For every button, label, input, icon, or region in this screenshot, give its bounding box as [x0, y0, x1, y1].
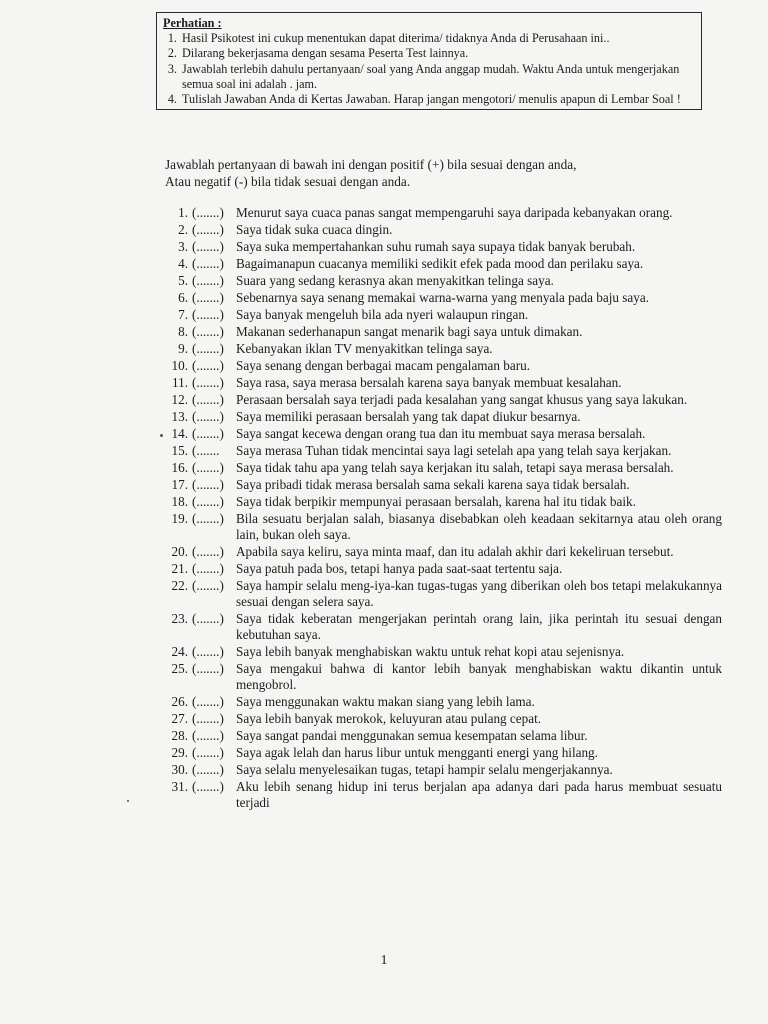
question-number: 16. [171, 460, 188, 475]
question-list [158, 205, 722, 812]
question-number: 7. [178, 307, 188, 322]
question-number: 14. [171, 426, 188, 441]
question-text: Apabila saya keliru, saya minta maaf, dan itu adalah akhir dari kekeliruan tersebut. [236, 544, 674, 559]
question-item [158, 561, 722, 577]
page-number: 1 [380, 953, 388, 968]
question-text: Menurut saya cuaca panas sangat mempengaruhi saya daripada kebanyakan orang. [236, 205, 673, 220]
question-item [158, 578, 722, 610]
question-number: 30. [171, 762, 188, 777]
question-item [158, 544, 722, 560]
question-number: 29. [171, 745, 188, 760]
question-item [158, 392, 722, 408]
question-item [158, 644, 722, 660]
answer-blank: (.......) [192, 460, 224, 475]
answer-blank: (.......) [192, 779, 224, 794]
answer-blank: (.......) [192, 544, 224, 559]
answer-blank: (.......) [192, 358, 224, 373]
notice-list [163, 31, 695, 107]
question-text: Saya sangat kecewa dengan orang tua dan itu membuat saya merasa bersalah. [236, 426, 646, 441]
question-text: Saya suka mempertahankan suhu rumah saya supaya tidak banyak berubah. [236, 239, 636, 254]
question-text: Saya sangat pandai menggunakan semua kesempatan selama libur. [236, 728, 588, 743]
question-text: Saya lebih banyak merokok, keluyuran atau pulang cepat. [236, 711, 542, 726]
notice-title: Perhatian : [163, 16, 222, 30]
question-item [158, 477, 722, 493]
answer-blank: (.......) [192, 611, 224, 626]
question-text: Saya tidak suka cuaca dingin. [236, 222, 393, 237]
question-text: Saya selalu menyelesaikan tugas, tetapi hampir selalu mengerjakannya. [236, 762, 613, 777]
question-number: 21. [171, 561, 188, 576]
answer-blank: (.......) [192, 728, 224, 743]
question-number: 24. [171, 644, 188, 659]
scan-speck [160, 434, 163, 437]
question-item [158, 358, 722, 374]
question-number: 28. [171, 728, 188, 743]
question-text: Suara yang sedang kerasnya akan menyakitkan telinga saya. [236, 273, 554, 288]
question-text: Bila sesuatu berjalan salah, biasanya disebabkan oleh keadaan sekitarnya atau oleh orang lain, bukan oleh saya. [236, 511, 722, 542]
question-text: Saya menggunakan waktu makan siang yang lebih lama. [236, 694, 535, 709]
question-number: 11. [172, 375, 188, 390]
question-item [158, 324, 722, 340]
question-number: 3. [178, 239, 188, 254]
question-number: 27. [171, 711, 188, 726]
question-item [158, 273, 722, 289]
answer-blank: (.......) [192, 477, 224, 492]
answer-blank: (.......) [192, 205, 224, 220]
question-text: Makanan sederhanapun sangat menarik bagi saya untuk dimakan. [236, 324, 583, 339]
instructions-line: Atau negatif (-) bila tidak sesuai dengan anda. [165, 174, 411, 189]
question-text: Sebenarnya saya senang memakai warna-warna yang menyala pada baju saya. [236, 290, 650, 305]
answer-blank: (.......) [192, 661, 224, 676]
question-item [158, 728, 722, 744]
question-number: 10. [171, 358, 188, 373]
question-text: Saya patuh pada bos, tetapi hanya pada saat-saat tertentu saja. [236, 561, 563, 576]
question-text: Bagaimanapun cuacanya memiliki sedikit efek pada mood dan perilaku saya. [236, 256, 644, 271]
question-text: Kebanyakan iklan TV menyakitkan telinga saya. [236, 341, 493, 356]
answer-blank: (.......) [192, 578, 224, 593]
question-number: 13. [171, 409, 188, 424]
answer-blank: (.......) [192, 426, 224, 441]
question-number: 1. [178, 205, 188, 220]
question-item [158, 409, 722, 425]
question-item [158, 222, 722, 238]
question-item [158, 745, 722, 761]
scan-speck [127, 800, 129, 802]
question-item [158, 443, 722, 459]
question-number: 5. [178, 273, 188, 288]
question-item [158, 762, 722, 778]
answer-blank: (.......) [192, 341, 224, 356]
answer-blank: (.......) [192, 745, 224, 760]
question-number: 31. [171, 779, 188, 794]
question-text: Saya agak lelah dan harus libur untuk mengganti energi yang hilang. [236, 745, 598, 760]
question-number: 19. [171, 511, 188, 526]
answer-blank: (.......) [192, 511, 224, 526]
question-number: 26. [171, 694, 188, 709]
answer-blank: (.......) [192, 375, 224, 390]
instructions [165, 156, 725, 190]
question-text: Saya lebih banyak menghabiskan waktu untuk rehat kopi atau sejenisnya. [236, 644, 625, 659]
question-text: Saya tidak tahu apa yang telah saya kerjakan itu salah, tetapi saya merasa bersalah. [236, 460, 674, 475]
question-number: 9. [178, 341, 188, 356]
question-text: Saya senang dengan berbagai macam pengalaman baru. [236, 358, 531, 373]
question-text: Saya hampir selalu meng-iya-kan tugas-tugas yang diberikan oleh bos tetapi melakukannya sesuai dengan selera saya. [236, 578, 722, 609]
question-item [158, 239, 722, 255]
question-number: 4. [178, 256, 188, 271]
question-item [158, 205, 722, 221]
question-number: 6. [178, 290, 188, 305]
answer-blank: (.......) [192, 324, 224, 339]
question-item [158, 711, 722, 727]
question-item [158, 511, 722, 543]
question-number: 23. [171, 611, 188, 626]
question-text: Saya banyak mengeluh bila ada nyeri walaupun ringan. [236, 307, 529, 322]
notice-box [156, 12, 702, 110]
question-text: Saya memiliki perasaan bersalah yang tak dapat diukur besarnya. [236, 409, 581, 424]
question-text: Saya mengakui bahwa di kantor lebih banyak menghabiskan waktu dikantin untuk mengobrol. [236, 661, 722, 692]
question-item [158, 494, 722, 510]
question-text: Saya pribadi tidak merasa bersalah sama sekali karena saya tidak bersalah. [236, 477, 630, 492]
notice-item: 3. Jawablah terlebih dahulu pertanyaan/ soal yang Anda anggap mudah. Waktu Anda untuk mengerjakan semua soal ini adalah . jam. [180, 62, 695, 92]
question-number: 17. [171, 477, 188, 492]
answer-blank: (.......) [192, 392, 224, 407]
question-item [158, 290, 722, 306]
question-number: 12. [171, 392, 188, 407]
question-item [158, 375, 722, 391]
answer-blank: (.......) [192, 307, 224, 322]
question-text: Saya tidak berpikir mempunyai perasaan bersalah, karena hal itu tidak baik. [236, 494, 636, 509]
question-number: 22. [171, 578, 188, 593]
answer-blank: (.......) [192, 711, 224, 726]
question-item [158, 307, 722, 323]
answer-blank: (.......) [192, 561, 224, 576]
notice-item: 2. Dilarang bekerjasama dengan sesama Peserta Test lainnya. [180, 46, 695, 61]
question-text: Saya merasa Tuhan tidak mencintai saya lagi setelah apa yang telah saya kerjakan. [236, 443, 672, 458]
question-item [158, 694, 722, 710]
answer-blank: (.......) [192, 494, 224, 509]
notice-item: 4. Tulislah Jawaban Anda di Kertas Jawaban. Harap jangan mengotori/ menulis apapun di Lembar Soal ! [180, 92, 695, 107]
question-item [158, 256, 722, 272]
answer-blank: (.......) [192, 239, 224, 254]
instructions-line: Jawablah pertanyaan di bawah ini dengan positif (+) bila sesuai dengan anda, [165, 157, 577, 172]
question-number: 18. [171, 494, 188, 509]
question-item [158, 779, 722, 811]
question-number: 2. [178, 222, 188, 237]
answer-blank: (.......) [192, 256, 224, 271]
question-number: 8. [178, 324, 188, 339]
answer-blank: (.......) [192, 222, 224, 237]
question-text: Saya tidak keberatan mengerjakan perintah orang lain, jika perintah itu sesuai dengan kebutuhan saya. [236, 611, 722, 642]
answer-blank: (.......) [192, 273, 224, 288]
question-number: 20. [171, 544, 188, 559]
answer-blank: (.......) [192, 409, 224, 424]
question-item [158, 611, 722, 643]
answer-blank: (.......) [192, 762, 224, 777]
question-text: Perasaan bersalah saya terjadi pada kesalahan yang sangat khusus yang saya lakukan. [236, 392, 688, 407]
answer-blank: (.......) [192, 290, 224, 305]
question-text: Aku lebih senang hidup ini terus berjalan apa adanya dari pada harus membuat sesuatu terjadi [236, 779, 722, 810]
answer-blank: (....... [192, 443, 220, 458]
question-number: 25. [171, 661, 188, 676]
question-item [158, 460, 722, 476]
question-number: 15. [171, 443, 188, 458]
notice-item: 1. Hasil Psikotest ini cukup menentukan dapat diterima/ tidaknya Anda di Perusahaan ini.. [180, 31, 695, 46]
answer-blank: (.......) [192, 694, 224, 709]
answer-blank: (.......) [192, 644, 224, 659]
question-text: Saya rasa, saya merasa bersalah karena saya banyak membuat kesalahan. [236, 375, 622, 390]
question-item [158, 341, 722, 357]
question-item [158, 661, 722, 693]
question-item [158, 426, 722, 442]
